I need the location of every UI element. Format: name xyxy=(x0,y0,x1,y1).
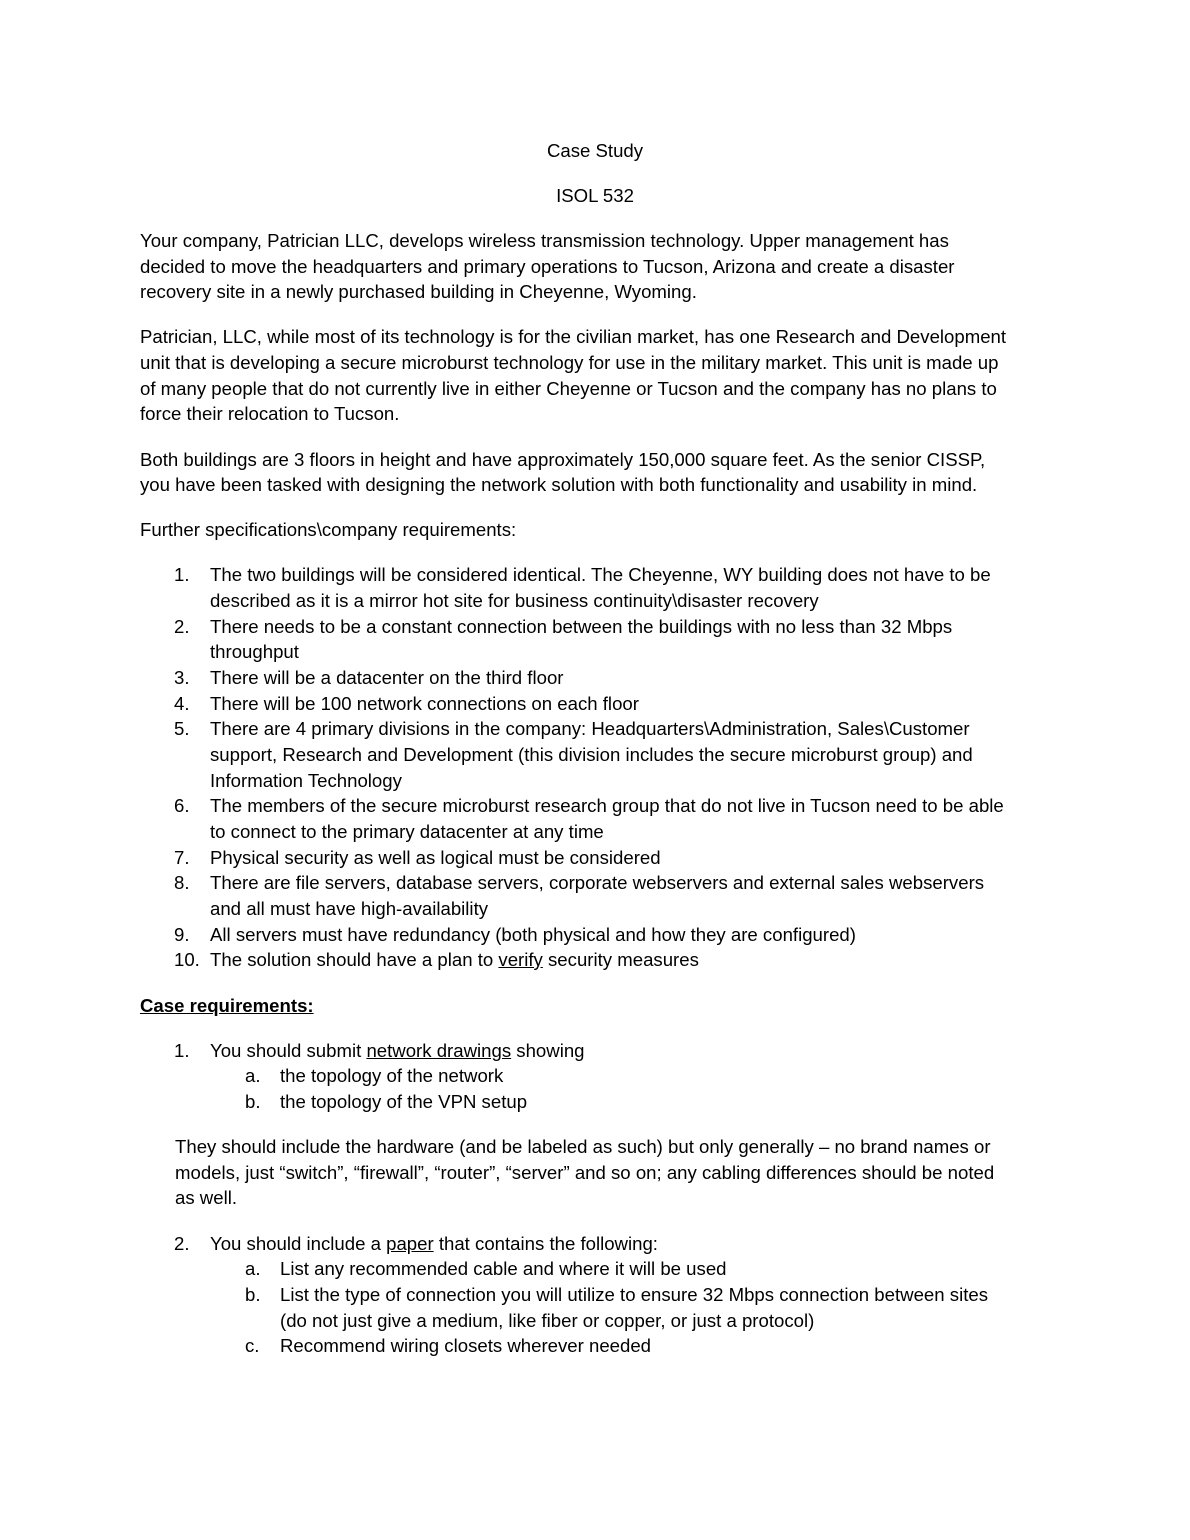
list-number: 10. xyxy=(174,949,200,970)
list-item-text: There are 4 primary divisions in the company: Headquarters\Administration, Sales\Customer xyxy=(210,718,970,739)
sub-list-text: List the type of connection you will utilize to ensure 32 Mbps connection between sites xyxy=(280,1284,989,1305)
list-item-text: All servers must have redundancy (both physical and how they are configured) xyxy=(210,924,856,945)
emphasis-paper: paper xyxy=(386,1233,434,1254)
list-item-text: to connect to the primary datacenter at any time xyxy=(210,821,604,842)
paragraph-line: Your company, Patrician LLC, develops wireless transmission technology. Upper management has xyxy=(140,230,949,251)
list-item-text: Information Technology xyxy=(210,770,402,791)
list-item-text: The members of the secure microburst research group that do not live in Tucson need to be able xyxy=(210,795,1004,816)
list-number: 5. xyxy=(174,718,190,739)
sub-list-text: Recommend wiring closets wherever needed xyxy=(280,1335,652,1356)
list-item-text-post: that contains the following: xyxy=(433,1233,658,1254)
paragraph-line: unit that is developing a secure microburst technology for use in the military market. This unit is made up xyxy=(140,352,999,373)
paragraph-line: Both buildings are 3 floors in height and have approximately 150,000 square feet. As the senior CISSP, xyxy=(140,449,986,470)
list-item-text xyxy=(210,1039,585,1063)
case-requirements-heading xyxy=(140,994,314,1018)
specs-intro: Further specifications\company requirements: xyxy=(140,519,517,540)
sub-list-letter: c. xyxy=(245,1335,260,1356)
paragraph-line: They should include the hardware (and be labeled as such) but only generally – no brand names or xyxy=(175,1136,991,1157)
emphasis-network-drawings: network drawings xyxy=(366,1040,512,1061)
list-item-text: The two buildings will be considered identical. The Cheyenne, WY building does not have to be xyxy=(210,564,991,585)
list-item-text: There needs to be a constant connection between the buildings with no less than 32 Mbps xyxy=(210,616,953,637)
paragraph-line: models, just “switch”, “firewall”, “router”, “server” and so on; any cabling differences should be noted xyxy=(175,1162,995,1183)
list-item-text-pre: You should submit xyxy=(210,1040,367,1061)
list-number: 9. xyxy=(174,924,190,945)
list-item-text: throughput xyxy=(210,641,299,662)
list-number: 3. xyxy=(174,667,190,688)
list-number: 4. xyxy=(174,693,190,714)
list-item-text: There will be a datacenter on the third floor xyxy=(210,667,564,688)
list-number: 8. xyxy=(174,872,190,893)
list-item-text-post: showing xyxy=(511,1040,585,1061)
list-number: 6. xyxy=(174,795,190,816)
paragraph-line: recovery site in a newly purchased building in Cheyenne, Wyoming. xyxy=(140,281,697,302)
sub-list-letter: a. xyxy=(245,1065,261,1086)
paragraph-line: force their relocation to Tucson. xyxy=(140,403,400,424)
paragraph-line: Patrician, LLC, while most of its technology is for the civilian market, has one Research and Development xyxy=(140,326,1007,347)
list-item-text-pre: The solution should have a plan to xyxy=(210,949,499,970)
paragraph-line: as well. xyxy=(175,1187,238,1208)
list-item-text: Physical security as well as logical must be considered xyxy=(210,847,661,868)
course-code: ISOL 532 xyxy=(556,185,634,206)
sub-list-text: (do not just give a medium, like fiber or copper, or just a protocol) xyxy=(280,1310,815,1331)
list-item-text: There will be 100 network connections on each floor xyxy=(210,693,639,714)
list-item-text: support, Research and Development (this division includes the secure microburst group) and xyxy=(210,744,973,765)
sub-list-text: the topology of the network xyxy=(280,1065,504,1086)
sub-list-letter: b. xyxy=(245,1284,261,1305)
list-item-text-pre: You should include a xyxy=(210,1233,387,1254)
sub-list-text: the topology of the VPN setup xyxy=(280,1091,528,1112)
list-number: 2. xyxy=(174,616,190,637)
list-number: 1. xyxy=(174,1040,190,1061)
list-number: 7. xyxy=(174,847,190,868)
sub-list-letter: b. xyxy=(245,1091,261,1112)
list-item-text xyxy=(210,948,699,972)
case-requirements-heading-text: Case requirements: xyxy=(140,995,314,1016)
list-item-text-post: security measures xyxy=(542,949,699,970)
sub-list-letter: a. xyxy=(245,1258,261,1279)
paragraph-line: decided to move the headquarters and primary operations to Tucson, Arizona and create a disaster xyxy=(140,256,955,277)
list-number: 1. xyxy=(174,564,190,585)
list-number: 2. xyxy=(174,1233,190,1254)
document-title: Case Study xyxy=(546,140,644,161)
paragraph-line: you have been tasked with designing the network solution with both functionality and usability in mind. xyxy=(140,474,978,495)
emphasis-verify: verify xyxy=(498,949,543,970)
list-item-text xyxy=(210,1232,658,1256)
paragraph-line: of many people that do not currently live in either Cheyenne or Tucson and the company has no plans to xyxy=(140,378,997,399)
list-item-text: and all must have high-availability xyxy=(210,898,489,919)
list-item-text: There are file servers, database servers, corporate webservers and external sales webservers xyxy=(210,872,985,893)
sub-list-text: List any recommended cable and where it will be used xyxy=(280,1258,727,1279)
list-item-text: described as it is a mirror hot site for business continuity\disaster recovery xyxy=(210,590,819,611)
